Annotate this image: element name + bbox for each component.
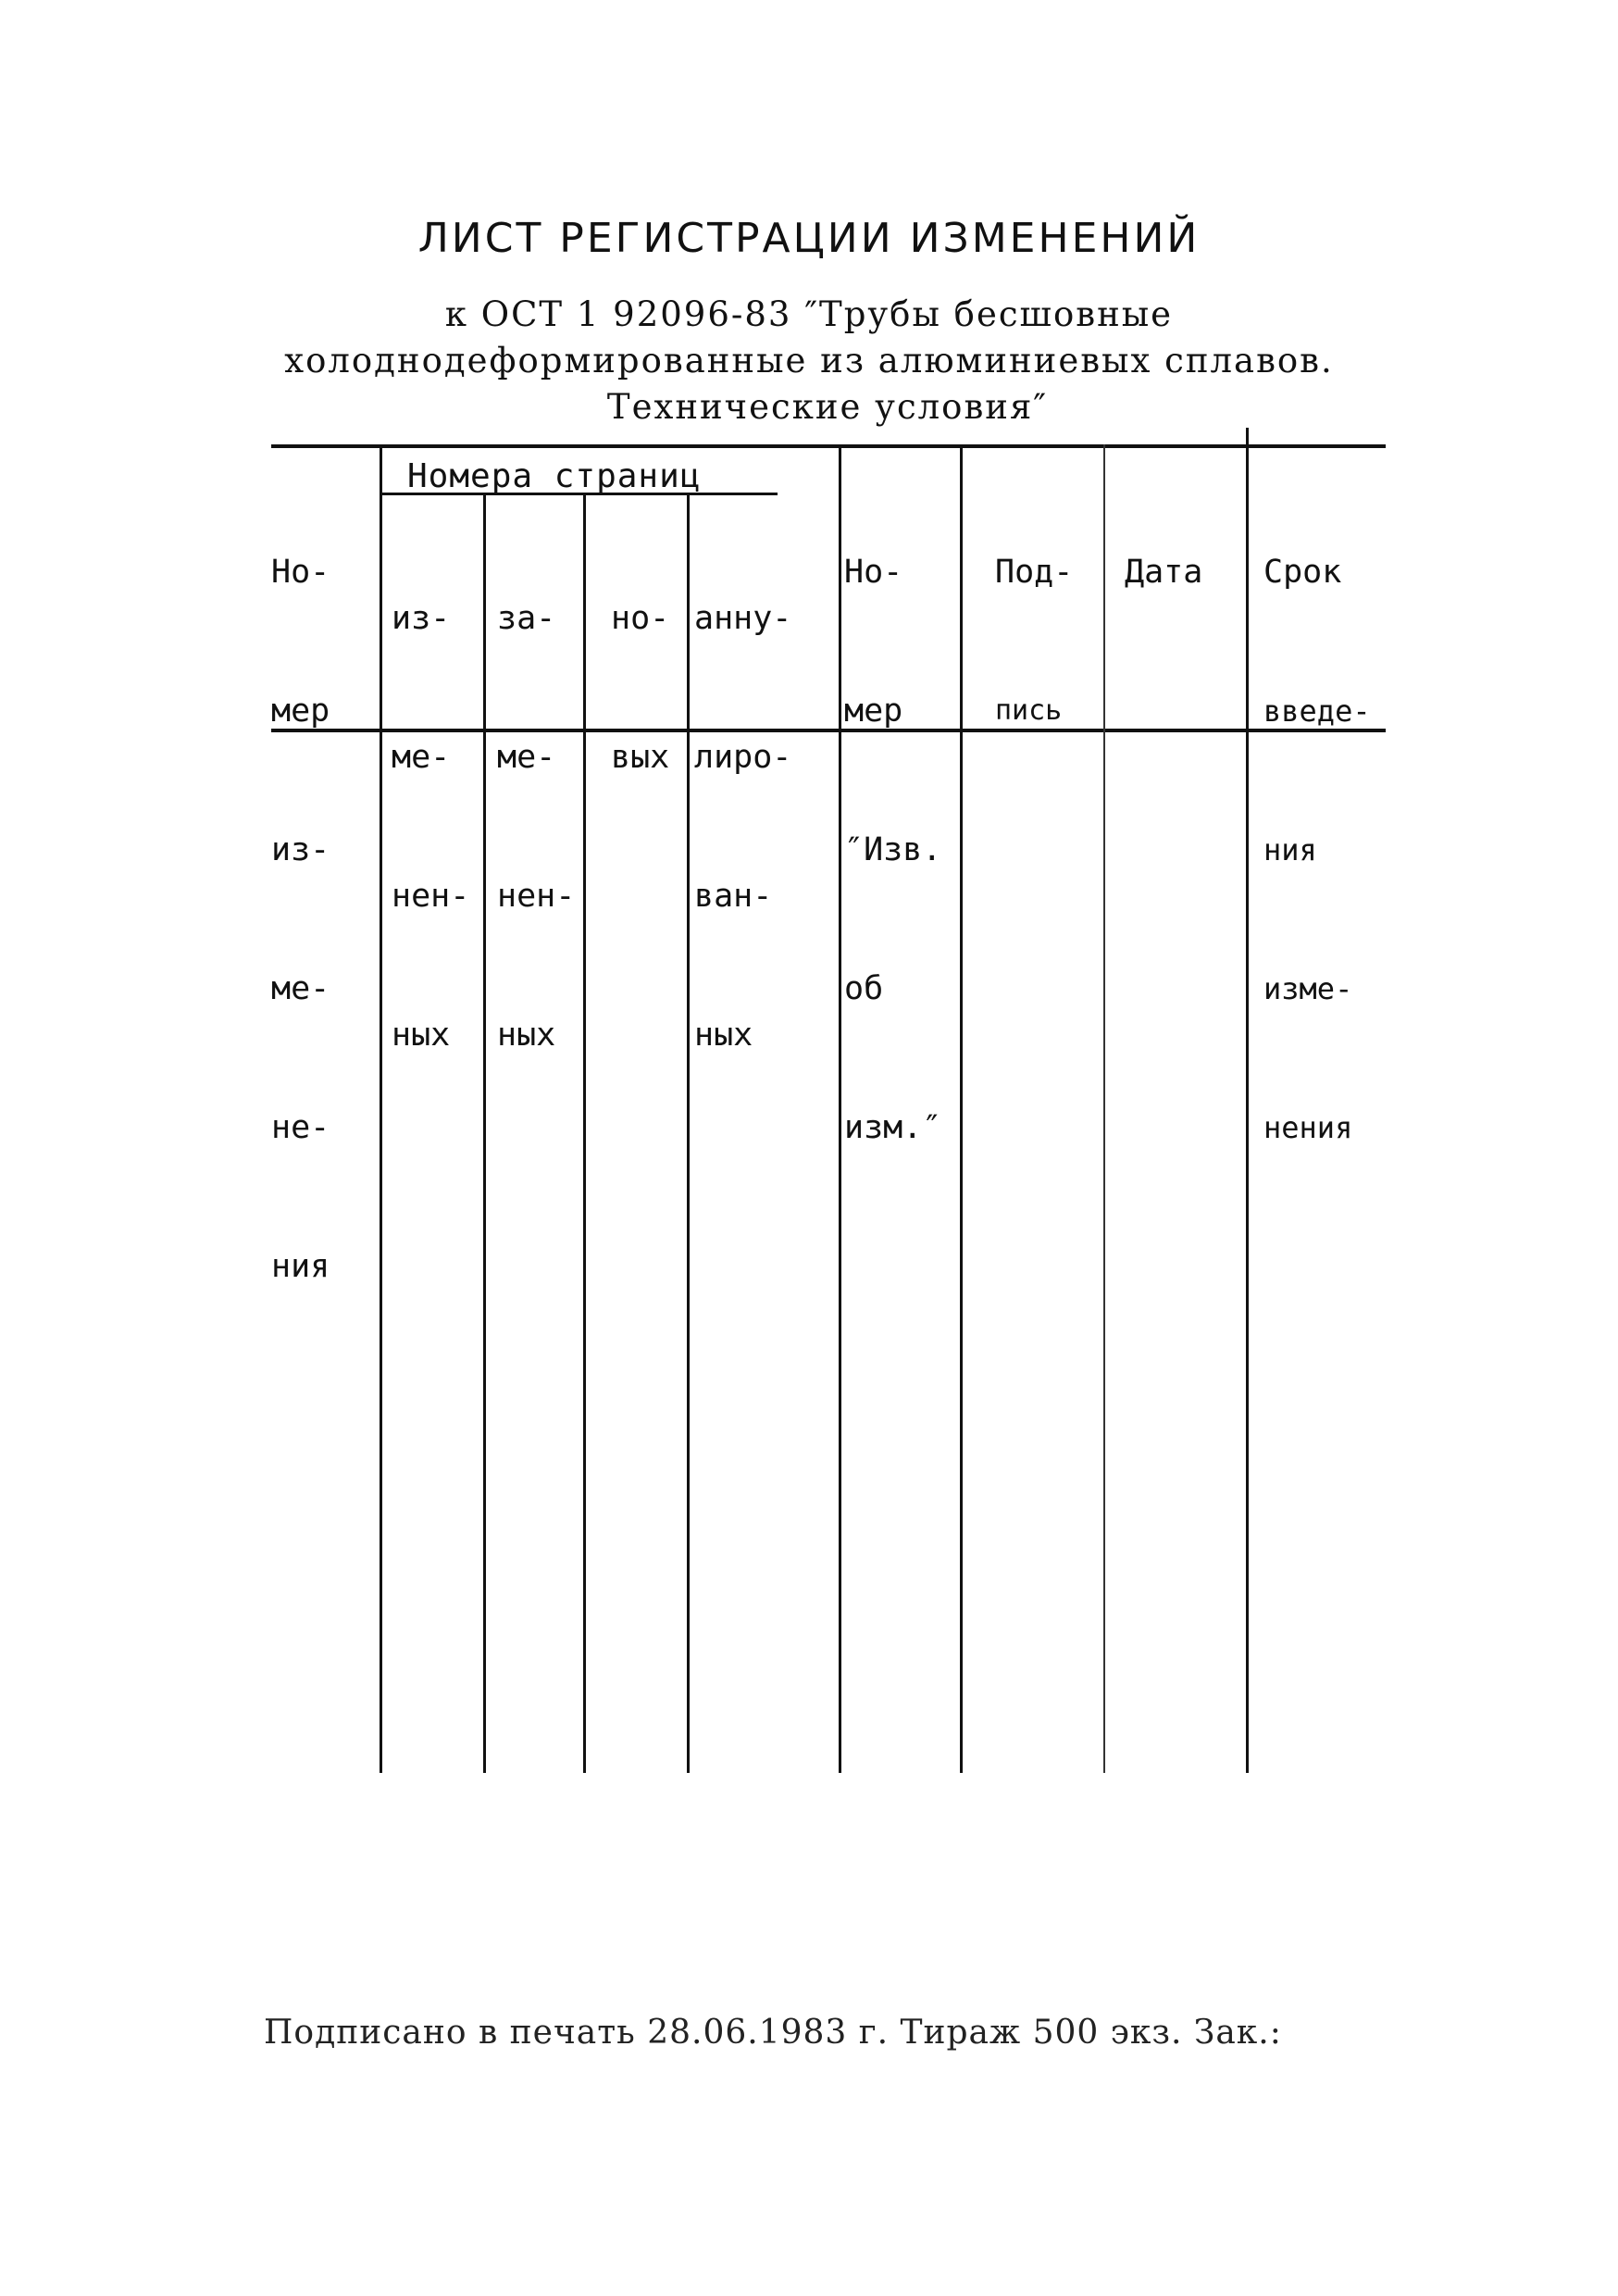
- table-column-divider: [483, 495, 486, 1773]
- table-column-divider: [380, 444, 382, 1773]
- document-title: ЛИСТ РЕГИСТРАЦИИ ИЗМЕНЕНИЙ: [417, 215, 1201, 262]
- document-subtitle-line-3: Технические условия″: [606, 387, 1049, 427]
- table-top-rule: [271, 444, 1386, 448]
- table-column-divider: [1103, 444, 1105, 1773]
- header-notice-number: Но- мер ″Изв. об изм.″: [844, 554, 942, 1146]
- header-cancelled-pages: анну- лиро- ван- ных: [694, 600, 792, 1054]
- print-info-footer: Подписано в печать 28.06.1983 г. Тираж 500 экз. Зак.:: [264, 2014, 1282, 2052]
- header-new-pages: но- вых: [611, 600, 670, 776]
- table-column-divider: [1246, 428, 1249, 1773]
- header-signature: Под- пись: [995, 554, 1074, 727]
- table-column-divider: [839, 444, 841, 1773]
- header-effective-date: Срок введе- ния изме- нения: [1263, 554, 1371, 1145]
- document-subtitle-line-1: к ОСТ 1 92096-83 ″Трубы бесшовные: [444, 294, 1174, 334]
- document-subtitle-line-2: холоднодеформированные из алюминиевых сплавов.: [284, 341, 1334, 381]
- header-replaced-pages: за- ме- нен- ных: [497, 600, 576, 1054]
- header-change-number: Но- мер из- ме- не- ния: [271, 554, 330, 1285]
- table-column-divider: [583, 495, 586, 1773]
- header-date: Дата: [1125, 554, 1203, 591]
- table-column-divider: [960, 444, 963, 1773]
- pages-group-header: Номера страниц: [407, 457, 702, 495]
- header-changed-pages: из- ме- нен- ных: [392, 600, 470, 1054]
